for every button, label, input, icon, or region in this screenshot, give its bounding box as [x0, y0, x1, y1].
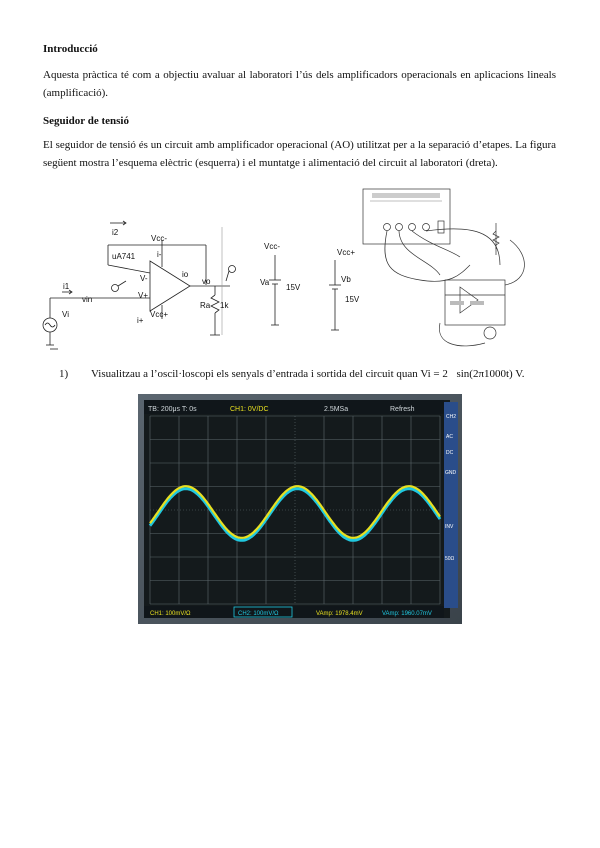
circuit-figure	[30, 185, 550, 360]
follower-paragraph: El seguidor de tensió és un circuit amb amplificador operacional (AO) utilitzat per a la separació d’etapes. La figura següent mostra l’esquema elèctric (esquerra) i el muntatge i alimentació del circuit al laboratori (dreta).	[43, 139, 556, 169]
label-vi: Vi	[62, 310, 69, 319]
label-vin: vin	[82, 295, 93, 304]
side-label-ch2: CH2	[446, 414, 457, 420]
intro-paragraph: Aquesta pràctica té com a objectiu avaluar al laboratori l’ús dels amplificadors operacionals en aplicacions lineals (amplificació).	[43, 69, 556, 99]
side-label-ac: AC	[446, 434, 453, 440]
label-vcc-plus: Vcc+	[150, 310, 169, 319]
side-label-inv: INV	[445, 524, 454, 530]
follower-heading: Seguidor de tensió	[43, 115, 129, 127]
label-i-plus: i+	[137, 316, 144, 325]
label-opamp: uA741	[112, 252, 136, 261]
label-v-plus: V+	[138, 291, 149, 300]
scope-side-menu	[444, 402, 458, 608]
label-supply-a-name: Va	[260, 278, 270, 287]
scope-timebase: TB: 200μs T: 0s	[148, 406, 197, 413]
scope-bottom-ch2: CH2: 100mV/Ω	[238, 611, 279, 617]
scope-bottom-ch1: CH1: 100mV/Ω	[150, 611, 191, 617]
label-supply-a-value: 15V	[286, 283, 301, 292]
label-ra-value: 1k	[220, 301, 229, 310]
label-io: io	[182, 270, 189, 279]
label-supply-b-value: 15V	[345, 295, 360, 304]
side-label-gnd: GND	[445, 470, 457, 476]
label-supply-b-name: Vb	[341, 275, 351, 284]
label-ra: Ra	[200, 301, 211, 310]
scope-vamp2: VAmp: 1960.07mV	[382, 611, 432, 617]
question-text: Visualitzau a l’oscil·loscopi els senyals d’entrada i sortida del circuit quan Vi = 2 sin(2π1000t) V.	[91, 368, 525, 380]
scope-ch-top: CH1: 0V/DC	[230, 406, 269, 413]
lab-setup-sketch	[363, 189, 524, 346]
intro-heading: Introducció	[43, 43, 98, 55]
oscilloscope-screen	[138, 394, 462, 624]
label-i1: i1	[63, 282, 70, 291]
label-i-minus: i-	[157, 250, 162, 259]
label-supply-b-top: Vcc+	[337, 248, 356, 257]
scope-vamp1: VAmp: 1978.4mV	[316, 611, 363, 617]
label-vo: vo	[202, 277, 211, 286]
side-label-dc: DC	[446, 450, 454, 456]
side-label-50ohm: 50Ω	[445, 556, 455, 562]
label-vcc-minus: Vcc-	[151, 234, 167, 243]
label-supply-a-top: Vcc-	[264, 242, 280, 251]
scope-display	[144, 400, 450, 618]
label-i2: i2	[112, 228, 119, 237]
question-number: 1)	[59, 368, 69, 380]
scope-mode: Refresh	[390, 406, 415, 413]
scope-sample-rate: 2.5MSa	[324, 406, 349, 413]
label-v-minus: V-	[140, 274, 148, 283]
